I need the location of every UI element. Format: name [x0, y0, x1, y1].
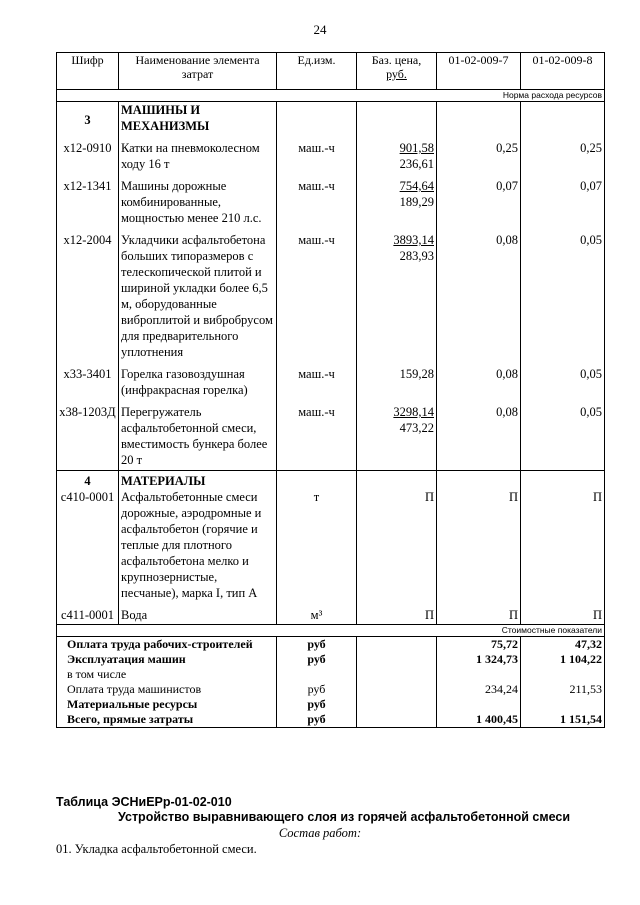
resource-name: Вода	[119, 607, 277, 625]
cost-row	[57, 637, 605, 653]
resource-name: Машины дорожные комбинированные, мощностью менее 210 л.с.	[119, 172, 277, 226]
resource-price	[357, 172, 437, 226]
cost-empty	[357, 697, 437, 712]
cost-unit: руб	[277, 697, 357, 712]
cost-empty	[357, 637, 437, 653]
cost-009-8: 1 104,22	[521, 652, 605, 667]
cost-section	[57, 637, 605, 728]
norm-009-7: 0,08	[437, 226, 521, 360]
cost-unit: руб	[277, 712, 357, 728]
cost-009-8	[521, 697, 605, 712]
col-header-009-8: 01-02-009-8	[521, 53, 605, 90]
table-subtitle: Устройство выравнивающего слоя из горячей асфальтобетонной смеси	[118, 810, 571, 824]
price-primary: 3893,14	[393, 233, 434, 247]
resource-name: Асфальтобетонные смеси дорожные, аэродромные и асфальтобетон (горячие и теплые для плотного асфальтобетона мелко и крупнозернистые, песчаные), марка I, тип А	[119, 489, 277, 607]
resource-price: П	[357, 489, 437, 607]
norm-009-7: 0,07	[437, 172, 521, 226]
price-primary: 901,58	[399, 141, 434, 155]
resource-price	[357, 134, 437, 172]
cost-row	[57, 712, 605, 728]
resource-name: Катки на пневмоколесном ходу 16 т	[119, 134, 277, 172]
resource-table	[56, 52, 605, 728]
cost-empty	[357, 712, 437, 728]
norm-009-7: 0,08	[437, 360, 521, 398]
cost-unit	[277, 667, 357, 682]
resource-unit: маш.-ч	[277, 360, 357, 398]
table-row	[57, 134, 605, 172]
cost-009-7: 1 324,73	[437, 652, 521, 667]
resource-name: Горелка газовоздушная (инфракрасная горелка)	[119, 360, 277, 398]
resource-name: Укладчики асфальтобетона больших типоразмеров с телескопической плитой и шириной укладки более 6,5 м, оборудованные виброплитой и вибробрусом для предварительного уплотнения	[119, 226, 277, 360]
norm-009-8: П	[521, 489, 605, 607]
cost-unit: руб	[277, 682, 357, 697]
resource-code: с410-0001	[57, 489, 119, 607]
cost-unit: руб	[277, 637, 357, 653]
machines-section	[57, 102, 605, 471]
cost-label: Эксплуатация машин	[57, 652, 277, 667]
work-item: 01. Укладка асфальтобетонной смеси.	[56, 842, 257, 856]
table-row	[57, 226, 605, 360]
cost-row	[57, 667, 605, 682]
norm-009-7: П	[437, 607, 521, 625]
cost-row	[57, 682, 605, 697]
resource-price	[357, 360, 437, 398]
norm-label: Норма расхода ресурсов	[57, 90, 605, 102]
table-row	[57, 172, 605, 226]
price-secondary: 236,61	[399, 157, 434, 171]
page-number: 24	[313, 22, 327, 37]
cost-label: Всего, прямые затраты	[57, 712, 277, 728]
table-header-row	[57, 53, 605, 90]
norm-009-8: 0,05	[521, 360, 605, 398]
section-title: МАШИНЫ И МЕХАНИЗМЫ	[119, 102, 277, 135]
col-header-unit: Ед.изм.	[277, 53, 357, 90]
resource-code: х33-3401	[57, 360, 119, 398]
cost-row	[57, 652, 605, 667]
norm-009-7: 0,25	[437, 134, 521, 172]
norm-009-8: 0,05	[521, 398, 605, 471]
price-secondary: 283,93	[399, 249, 434, 263]
section-title: МАТЕРИАЛЫ	[119, 471, 277, 490]
resource-code: х12-1341	[57, 172, 119, 226]
norm-009-7: 0,08	[437, 398, 521, 471]
col-header-code: Шифр	[57, 53, 119, 90]
norm-009-8: П	[521, 607, 605, 625]
table-row	[57, 607, 605, 625]
resource-unit: маш.-ч	[277, 226, 357, 360]
resource-unit: м³	[277, 607, 357, 625]
cost-empty	[357, 652, 437, 667]
resource-unit: маш.-ч	[277, 172, 357, 226]
cost-label: в том числе	[57, 667, 277, 682]
price-primary: 3298,14	[393, 405, 434, 419]
resource-unit: маш.-ч	[277, 134, 357, 172]
norm-009-8: 0,25	[521, 134, 605, 172]
col-header-009-7: 01-02-009-7	[437, 53, 521, 90]
cost-empty	[357, 682, 437, 697]
cost-009-7: 1 400,45	[437, 712, 521, 728]
resource-code: х38-1203Д	[57, 398, 119, 471]
cost-009-8: 47,32	[521, 637, 605, 653]
norm-009-8: 0,05	[521, 226, 605, 360]
resource-name: Перегружатель асфальтобетонной смеси, вместимость бункера более 20 т	[119, 398, 277, 471]
cost-label: Материальные ресурсы	[57, 697, 277, 712]
composition-label: Состав работ:	[278, 826, 362, 840]
cost-009-7: 75,72	[437, 637, 521, 653]
section-number: 3	[57, 102, 119, 135]
resource-price	[357, 398, 437, 471]
resource-code: х12-0910	[57, 134, 119, 172]
cost-label: Оплата труда машинистов	[57, 682, 277, 697]
cost-label: Стоимостные показатели	[57, 625, 605, 637]
resource-code: с411-0001	[57, 607, 119, 625]
cost-009-7	[437, 697, 521, 712]
resource-code: х12-2004	[57, 226, 119, 360]
cost-009-7	[437, 667, 521, 682]
cost-empty	[357, 667, 437, 682]
resource-price	[357, 226, 437, 360]
resource-unit: маш.-ч	[277, 398, 357, 471]
resource-price: П	[357, 607, 437, 625]
cost-009-7: 234,24	[437, 682, 521, 697]
cost-009-8	[521, 667, 605, 682]
table-row	[57, 489, 605, 607]
cost-009-8: 211,53	[521, 682, 605, 697]
resource-unit: т	[277, 489, 357, 607]
price-primary: 754,64	[399, 179, 434, 193]
col-header-name: Наименование элемента затрат	[119, 53, 277, 90]
price-primary: 159,28	[399, 367, 434, 381]
norm-009-7: П	[437, 489, 521, 607]
table-title: Таблица ЭСНиЕРр-01-02-010	[56, 795, 232, 809]
cost-009-8: 1 151,54	[521, 712, 605, 728]
table-row	[57, 398, 605, 471]
price-secondary: 473,22	[399, 421, 434, 435]
norm-009-8: 0,07	[521, 172, 605, 226]
col-header-price: Баз. цена, руб.	[357, 53, 437, 90]
cost-label: Оплата труда рабочих-строителей	[57, 637, 277, 653]
table-row	[57, 360, 605, 398]
price-secondary: 189,29	[399, 195, 434, 209]
cost-unit: руб	[277, 652, 357, 667]
section-number: 4	[57, 471, 119, 490]
materials-section	[57, 471, 605, 625]
cost-row	[57, 697, 605, 712]
